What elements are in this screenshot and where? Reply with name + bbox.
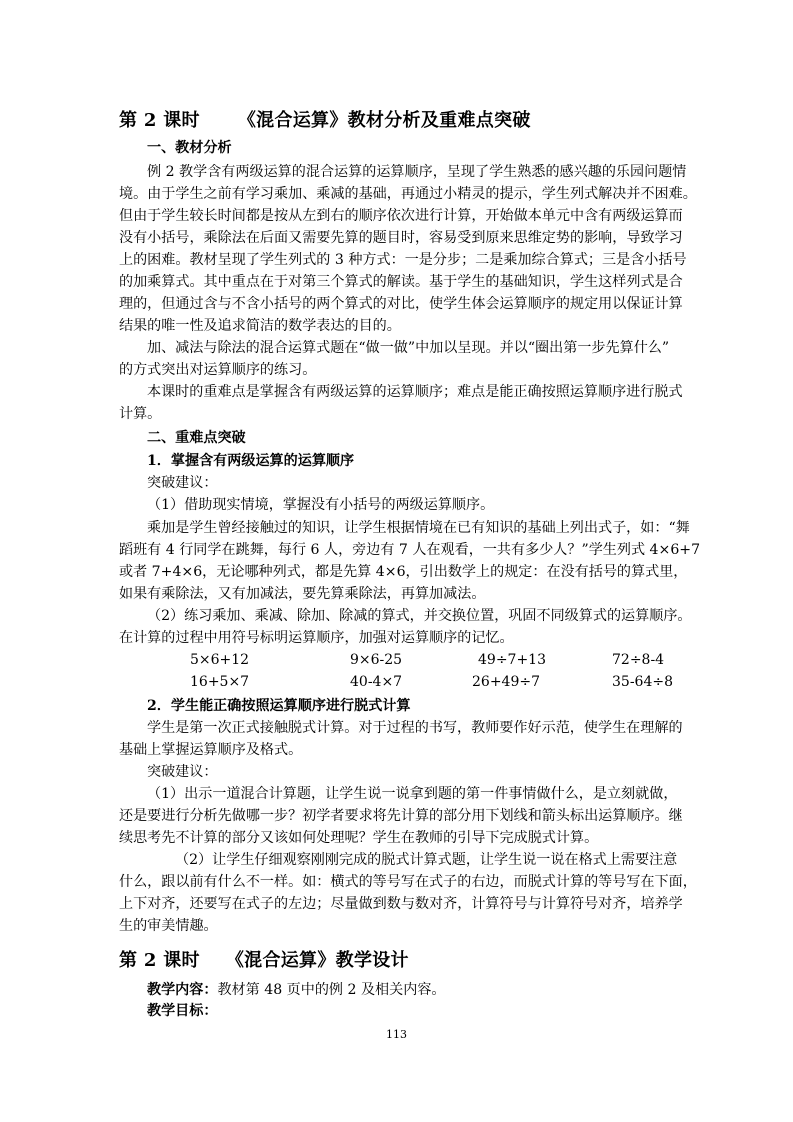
lesson-title: 《混合运算》教材分析及重难点突破 (237, 110, 531, 131)
exercise-expression: 49÷7+13 (478, 652, 546, 668)
exercise-row (0, 674, 793, 694)
lesson-title: 《混合运算》教学设计 (225, 950, 409, 971)
paragraph-line: 但由于学生较长时间都是按从左到右的顺序依次进行计算，开始做本单元中含有两级运算而 (119, 208, 683, 224)
paragraph-line: 的方式突出对运算顺序的练习。 (119, 362, 317, 378)
lesson-number: 第 2 课时 (119, 110, 200, 131)
paragraph-line: 本课时的重难点是掌握含有两级运算的运算顺序；难点是能正确按照运算顺序进行脱式 (147, 384, 683, 400)
paragraph-line: 学生是第一次正式接触脱式计算。对于过程的书写，教师要作好示范，使学生在理解的 (147, 720, 683, 736)
subheading-step-calculation: 2．学生能正确按照运算顺序进行脱式计算 (147, 698, 411, 714)
exercise-expression: 26+49÷7 (472, 674, 540, 690)
paragraph-line: 例 2 教学含有两级运算的混合运算的运算顺序，呈现了学生熟悉的感兴趣的乐园问题情 (147, 164, 687, 180)
teaching-goal-label: 教学目标： (147, 1003, 218, 1019)
suggestion-item: （2）练习乘加、乘减、除加、除减的算式，并交换位置，巩固不同级算式的运算顺序。 (147, 608, 692, 624)
suggestion-item: （1）借助现实情境，掌握没有小括号的两级运算顺序。 (147, 497, 495, 513)
paragraph-line: 的加乘算式。其中重点在于对第三个算式的解读。基于学生的基础知识，学生这样列式是合 (119, 274, 683, 290)
paragraph-line: 计算。 (119, 406, 162, 422)
suggestion-label: 突破建议： (147, 764, 218, 780)
section-title-analysis (119, 106, 531, 132)
paragraph-line: 基础上掌握运算顺序及格式。 (119, 742, 303, 758)
paragraph-line: 境。由于学生之前有学习乘加、乘减的基础，再通过小精灵的提示，学生列式解决并不困难。 (119, 186, 697, 202)
suggestion-item: （1）出示一道混合计算题，让学生说一说拿到题的第一件事情做什么，是立刻就做， (147, 786, 678, 802)
exercise-expression: 72÷8-4 (612, 652, 665, 668)
section-title-teaching-design (119, 946, 409, 972)
paragraph-line: 乘加是学生曾经接触过的知识，让学生根据情境在已有知识的基础上列出式子，如：“舞 (147, 520, 690, 536)
paragraph-line: 理的，但通过含与不含小括号的两个算式的对比，使学生体会运算顺序的规定用以保证计算 (119, 296, 683, 312)
suggestion-item-cont: 在计算的过程中用符号标明运算顺序，加强对运算顺序的记忆。 (119, 630, 514, 646)
exercise-expression: 9×6-25 (350, 652, 403, 668)
paragraph-line: 或者 7+4×6，无论哪种列式，都是先算 4×6，引出数学上的规定：在没有括号的算式里， (119, 564, 688, 580)
teaching-content (147, 980, 446, 1000)
teaching-content-label: 教学内容： (147, 982, 218, 998)
heading-textbook-analysis: 一、教材分析 (147, 140, 232, 156)
teaching-content-text: 教材第 48 页中的例 2 及相关内容。 (217, 982, 446, 998)
paragraph-line: 加、减法与除法的混合运算式题在“做一做”中加以呈现。并以“圈出第一步先算什么” (147, 340, 670, 356)
suggestion-item-cont: 生的审美情趣。 (119, 918, 218, 934)
suggestion-label: 突破建议： (147, 475, 218, 491)
paragraph-line: 蹈班有 4 行同学在跳舞，每行 6 人，旁边有 7 人在观看，一共有多少人？”学生列式 4×6+7 (119, 542, 701, 558)
exercise-expression: 5×6+12 (190, 652, 250, 668)
paragraph-line: 如果有乘除法，又有加减法，要先算乘除法，再算加减法。 (119, 586, 486, 602)
paragraph-line: 没有小括号，乘除法在后面又需要先算的题目时，容易受到原来思维定势的影响，导致学习 (119, 230, 683, 246)
suggestion-item-cont: 上下对齐，还要写在式子的左边；尽量做到数与数对齐，计算符号与计算符号对齐，培养学 (119, 896, 683, 912)
suggestion-item-cont: 什么，跟以前有什么不一样。如：横式的等号写在式子的右边，而脱式计算的等号写在下面， (119, 874, 697, 890)
exercise-expression: 40-4×7 (350, 674, 403, 690)
suggestion-item: （2）让学生仔细观察刚刚完成的脱式计算式题，让学生说一说在格式上需要注意 (175, 852, 678, 868)
paragraph-line: 结果的唯一性及追求简洁的数学表达的目的。 (119, 318, 401, 334)
exercise-expression: 35-64÷8 (612, 674, 673, 690)
suggestion-item-cont: 还是要进行分析先做哪一步？初学者要求将先计算的部分用下划线和箭头标出运算顺序。继 (119, 808, 683, 824)
subheading-order-of-operations: 1．掌握含有两级运算的运算顺序 (147, 453, 355, 469)
exercise-row (0, 652, 793, 672)
page-number: 113 (386, 1028, 407, 1041)
heading-key-points: 二、重难点突破 (147, 430, 246, 446)
exercise-expression: 16+5×7 (190, 674, 250, 690)
suggestion-item-cont: 续思考先不计算的部分又该如何处理呢？学生在教师的引导下完成脱式计算。 (119, 830, 599, 846)
paragraph-line: 上的困难。教材呈现了学生列式的 3 种方式：一是分步；二是乘加综合算式；三是含小括号 (119, 252, 687, 268)
lesson-number: 第 2 课时 (119, 950, 200, 971)
